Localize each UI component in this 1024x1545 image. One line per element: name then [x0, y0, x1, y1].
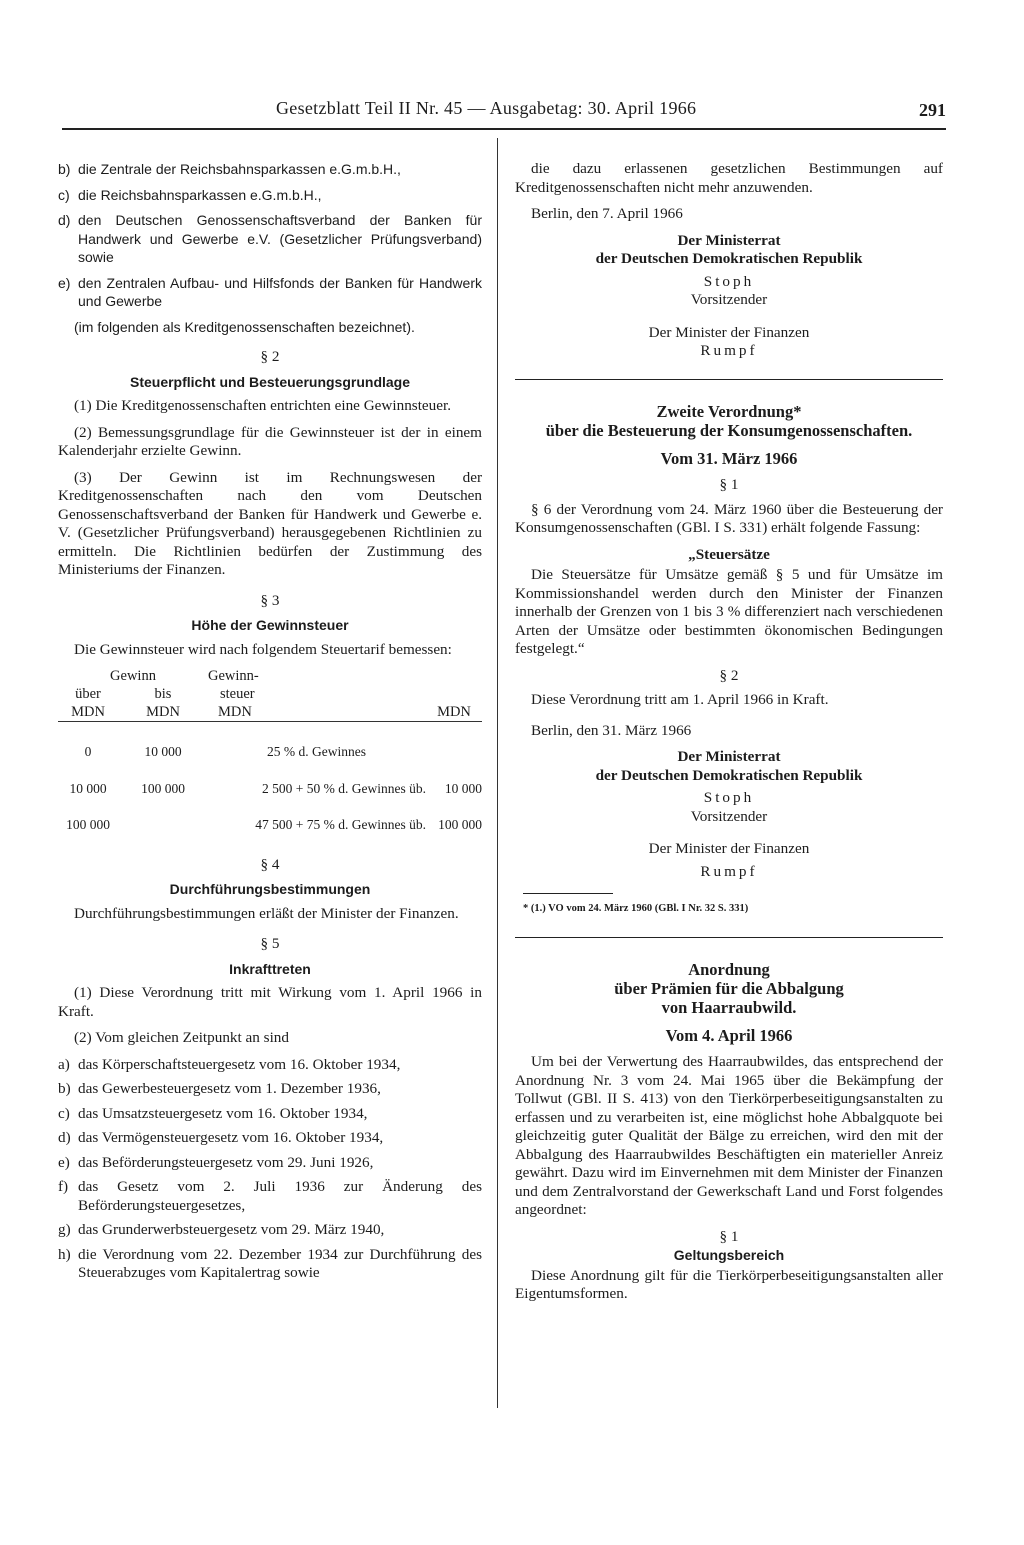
- header-mdn-1: MDN: [71, 704, 105, 720]
- list-item: [58, 1178, 482, 1215]
- council-name: Der Ministerrat: [677, 231, 781, 249]
- signatory-title: Vorsitzender: [690, 291, 768, 308]
- section-title: Geltungsbereich: [673, 1247, 785, 1263]
- section-number: § 1: [719, 1227, 739, 1245]
- page-header: [62, 98, 946, 128]
- order-title: Anordnung: [688, 959, 770, 979]
- section-number: § 1: [719, 476, 739, 493]
- institution-list: [58, 160, 482, 336]
- table-rule: [58, 722, 482, 735]
- list-text: das Grunderwerbsteuergesetz vom 29. März 1940,: [78, 1221, 385, 1238]
- header-rule: [62, 128, 946, 130]
- cell-steuer: 2 500 + 50 % d. Gewinnes üb.: [261, 780, 426, 796]
- paragraph: (3) Der Gewinn ist im Rechnungswesen der Kreditgenossenschaften nach den vom Deutschen Genossenschaftsverband der Banken für Handwerk und Gewerbe e. V. (Gesetzlicher Prüfungsverband) herausgegebenen Richtlinien zu ermitteln. Die Richtlinien bedürfen der Zustimmung des Ministeriums der Finanzen.: [58, 468, 482, 578]
- column-divider: [497, 138, 498, 1408]
- paragraph: Diese Anordnung gilt für die Tierkörperbeseitigungsanstalten aller Eigentumsformen.: [515, 1266, 943, 1302]
- signatory-name: Stoph: [703, 272, 755, 290]
- council-name: Der Ministerrat: [677, 748, 781, 765]
- section-title: Inkrafttreten: [229, 960, 311, 977]
- quoted-heading: „Steuersätze: [688, 545, 770, 563]
- list-letter: g): [58, 1221, 71, 1238]
- section-number: § 3: [260, 591, 280, 609]
- paragraph: § 6 der Verordnung vom 24. März 1960 über die Besteuerung der Konsumgenossenschaften (GBl. I S. 331) erhält folgende Fassung:: [515, 500, 943, 536]
- minister-name: Rumpf: [700, 342, 758, 359]
- cell-steuer: 25 % d. Gewinnes: [266, 744, 366, 759]
- list-letter: e): [58, 1153, 70, 1171]
- tax-rate-table: [58, 667, 482, 844]
- signatory-title: Vorsitzender: [690, 807, 768, 825]
- cell-ueber: 100 000: [66, 817, 110, 832]
- paragraph: Diese Verordnung tritt am 1. April 1966 in Kraft.: [531, 691, 829, 708]
- list-text: die Zentrale der Reichsbahnsparkassen e.G.m.b.H.,: [78, 161, 401, 177]
- table-header-row: [58, 685, 482, 703]
- signing-date: Berlin, den 7. April 1966: [531, 205, 683, 222]
- decree-date: Vom 31. März 1966: [660, 448, 798, 468]
- council-name-line-2: der Deutschen Demokratischen Republik: [595, 766, 863, 784]
- list-closing-text: (im folgenden als Kreditgenossenschaften bezeichnet).: [74, 318, 415, 335]
- list-letter: a): [58, 1055, 70, 1073]
- section-number: § 5: [260, 935, 280, 952]
- list-text: den Deutschen Genossenschaftsverband der Banken für Handwerk und Gewerbe e.V. (Gesetzlicher Prüfungsverband) sowie: [78, 212, 482, 265]
- header-mdn-2: MDN: [146, 704, 180, 720]
- header-ueber: über: [75, 686, 101, 702]
- table-row: [58, 734, 482, 771]
- header-gewinn: Gewinn: [110, 668, 156, 684]
- signatory-name: Stoph: [703, 789, 755, 806]
- section-title: Durchführungsbestimmungen: [169, 881, 371, 897]
- list-item: [58, 160, 482, 179]
- header-bis: bis: [154, 686, 172, 702]
- list-item: [58, 1056, 482, 1075]
- list-letter: d): [58, 1129, 71, 1146]
- list-letter: f): [58, 1178, 69, 1195]
- cell-mdn: [426, 734, 482, 771]
- list-text: das Beförderungsteuergesetz vom 29. Juni 1926,: [78, 1153, 374, 1171]
- list-text: die Reichsbahnsparkassen e.G.m.b.H.,: [78, 186, 322, 203]
- council-name-line-2: der Deutschen Demokratischen Republik: [595, 250, 863, 267]
- signature-block: [515, 232, 943, 361]
- cell-mdn: 10 000: [444, 780, 482, 796]
- decree-title-line-2: über die Besteuerung der Konsumgenossenschaften.: [545, 420, 913, 440]
- list-text: das Umsatzsteuergesetz vom 16. Oktober 1934,: [78, 1104, 368, 1122]
- list-text: das Körperschaftsteuergesetz vom 16. Oktober 1934,: [78, 1055, 401, 1073]
- header-gewinnsteuer-1: Gewinn-: [208, 668, 259, 684]
- list-item: [58, 1129, 482, 1148]
- list-letter: b): [58, 161, 71, 177]
- section-title: Höhe der Gewinnsteuer: [191, 617, 349, 633]
- signature-block: [515, 748, 943, 881]
- list-item: [58, 1105, 482, 1124]
- table-header-row: [58, 667, 482, 685]
- list-letter: c): [58, 186, 70, 203]
- repealed-laws-list: [58, 1056, 482, 1283]
- footnote-rule: [523, 893, 613, 894]
- list-text: das Gewerbesteuergesetz vom 1. Dezember 1936,: [78, 1080, 381, 1097]
- table-row: [58, 771, 482, 808]
- paragraph: (1) Die Kreditgenossenschaften entrichten eine Gewinnsteuer.: [74, 397, 452, 414]
- section-separator: [515, 379, 943, 380]
- list-text: das Gesetz vom 2. Juli 1936 zur Änderung des Beförderungsteuergesetzes,: [78, 1178, 482, 1214]
- order-title-line-3: von Haarraubwild.: [661, 997, 797, 1017]
- cell-ueber: 10 000: [69, 780, 107, 796]
- list-item: [58, 1246, 482, 1283]
- paragraph: (1) Diese Verordnung tritt mit Wirkung vom 1. April 1966 in Kraft.: [58, 984, 482, 1020]
- section-number: § 4: [260, 855, 280, 873]
- cell-mdn: 100 000: [438, 817, 482, 832]
- list-text: den Zentralen Aufbau- und Hilfsfonds der Banken für Handwerk und Gewerbe: [78, 274, 482, 309]
- paragraph: (2) Bemessungsgrundlage für die Gewinnsteuer ist der in einem Kalenderjahr erzielte Gewinn.: [58, 423, 482, 459]
- list-text: das Vermögensteuergesetz vom 16. Oktober 1934,: [78, 1129, 384, 1146]
- paragraph: Durchführungsbestimmungen erläßt der Minister der Finanzen.: [74, 904, 459, 922]
- minister-title: Der Minister der Finanzen: [648, 323, 810, 341]
- section-number: § 2: [260, 348, 280, 365]
- cell-bis: 10 000: [144, 744, 182, 759]
- header-mdn-3: MDN: [218, 704, 252, 720]
- list-item: [58, 1080, 482, 1099]
- list-letter: c): [58, 1104, 70, 1122]
- order-title-line-2: über Prämien für die Abbalgung: [614, 978, 844, 998]
- paragraph: Um bei der Verwertung des Haarraubwildes, das entsprechend der Anordnung Nr. 3 vom 24. Mai 1965 über die Bekämpfung der Tollwut (GBl. II S. 413) von den Tierkörperbeseitigungsanstalten zu erfassen und zu verarbeiten ist, eine möglichst hohe Abbalgquote bei gleichzeitig guter Qualität der Bälge zu erreichen, wird den mit der Abbalgung des Haarraubwildes Beschäftigten ein materieller Anreiz gewährt. Dazu wird im Einvernehmen mit dem Minister der Finanzen und dem Zentralvorstand der Gewerkschaft Land und Forst folgendes angeordnet:: [515, 1053, 943, 1218]
- header-gewinnsteuer-2: steuer: [220, 686, 255, 702]
- cell-steuer: 47 500 + 75 % d. Gewinnes üb.: [255, 817, 426, 832]
- order-date: Vom 4. April 1966: [665, 1025, 793, 1045]
- gazette-title: Gesetzblatt Teil II Nr. 45 — Ausgabetag: 30. April 1966: [276, 98, 697, 118]
- paragraph: Die Gewinnsteuer wird nach folgendem Steuertarif bemessen:: [74, 640, 452, 658]
- list-letter: h): [58, 1245, 71, 1263]
- header-mdn-4: MDN: [437, 704, 471, 720]
- list-item: [58, 186, 482, 205]
- section-number: § 2: [719, 666, 739, 684]
- table-header-row: [58, 703, 482, 722]
- section-separator: [515, 937, 943, 938]
- cell-ueber: 0: [84, 744, 92, 759]
- minister-name: Rumpf: [700, 862, 758, 880]
- page-number: 291: [919, 100, 946, 120]
- list-text: die Verordnung vom 22. Dezember 1934 zur Durchführung des Steuerabzuges vom Kapitalertrag sowie: [78, 1245, 482, 1281]
- list-item: [58, 211, 482, 267]
- paragraph: die dazu erlassenen gesetzlichen Bestimmungen auf Kreditgenossenschaften nicht mehr anzuwenden.: [515, 160, 943, 196]
- signing-date: Berlin, den 31. März 1966: [531, 721, 692, 739]
- list-letter: d): [58, 212, 71, 228]
- decree-title: Zweite Verordnung*: [656, 401, 802, 421]
- list-letter: b): [58, 1080, 71, 1097]
- section-title: Steuerpflicht und Besteuerungsgrundlage: [129, 373, 411, 390]
- list-item: [58, 1221, 482, 1240]
- list-item: [58, 274, 482, 311]
- table-row: [58, 807, 482, 844]
- paragraph: Die Steuersätze für Umsätze gemäß § 5 und für Umsätze im Kommissionshandel werden durch den Minister der Finanzen innerhalb der Grenzen von 1 bis 3 % differenziert nach verschiedenen Arten der Umsätze oder bestimmten ökonomischen Bedingungen festgelegt.“: [515, 566, 943, 657]
- cell-bis: 100 000: [141, 780, 185, 796]
- footnote: * (1.) VO vom 24. März 1960 (GBl. I Nr. 32 S. 331): [523, 903, 749, 914]
- minister-title: Der Minister der Finanzen: [648, 840, 810, 857]
- cell-bis: [118, 807, 208, 844]
- list-item: [58, 1154, 482, 1173]
- paragraph: (2) Vom gleichen Zeitpunkt an sind: [74, 1029, 289, 1046]
- left-column: [58, 160, 482, 1289]
- right-column: [515, 160, 943, 1312]
- list-letter: e): [58, 274, 71, 291]
